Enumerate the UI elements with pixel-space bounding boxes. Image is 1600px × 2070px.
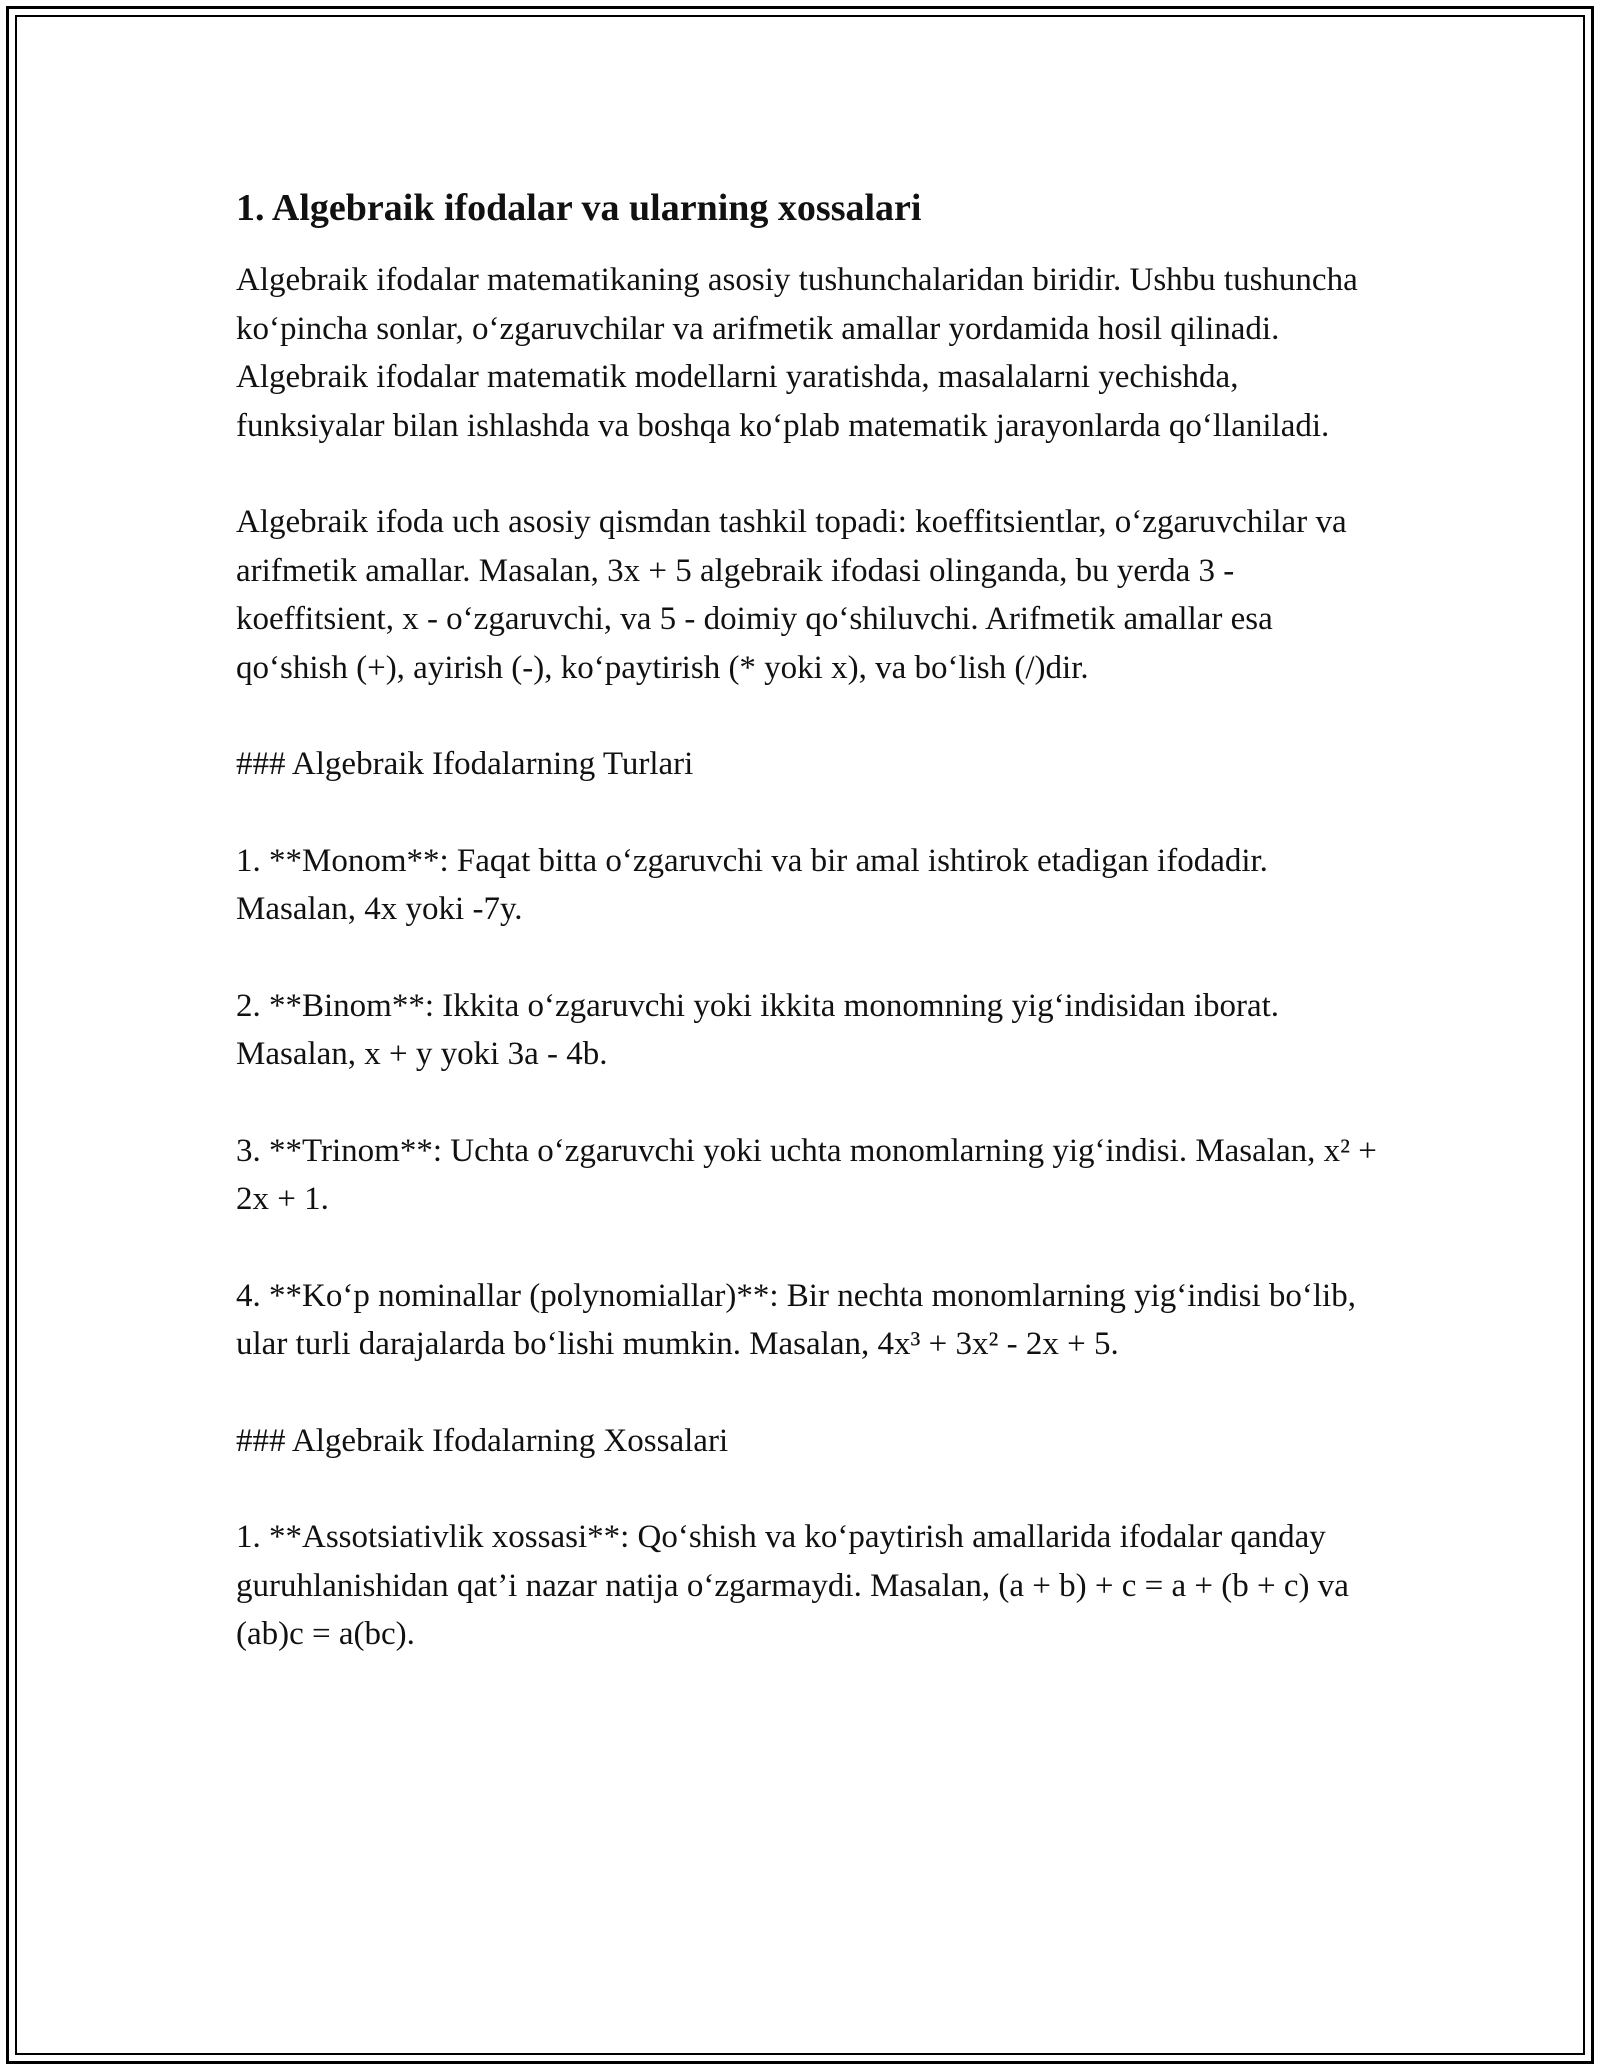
components-paragraph: Algebraik ifoda uch asosiy qismdan tashkil topadi: koeffitsientlar, o‘zgaruvchilar va arifmetik amallar. Masalan, 3x + 5 algebraik ifodasi olinganda, bu yerda 3 - koeffitsient, x - o‘zgaruvchi, va 5 - doimiy qo‘shiluvchi. Arifmetik amallar esa qo‘shish (+), ayirish (-), ko‘paytirish (* yoki x), va bo‘lish (/)dir. (236, 504, 1355, 686)
document-title: 1. Algebraik ifodalar va ularning xossalari (236, 187, 922, 229)
intro-paragraph: Algebraik ifodalar matematikaning asosiy tushunchalaridan biridir. Ushbu tushuncha ko‘pincha sonlar, o‘zgaruvchilar va arifmetik amallar yordamida hosil qilinadi. Algebraik ifodalar matematik modellarni yaratishda, masalalarni yechishda, funksiyalar bilan ishlashda va boshqa ko‘plab matematik jarayonlarda qo‘llaniladi. (236, 262, 1366, 444)
list-item-monom: 1. **Monom**: Faqat bitta o‘zgaruvchi va bir amal ishtirok etadigan ifodadir. Masalan, 4x yoki -7y. (236, 842, 1277, 927)
list-item-associativity: 1. **Assotsiativlik xossasi**: Qo‘shish va ko‘paytirish amallarida ifodalar qanday guruhlanishidan qat’i nazar natija o‘zgarmaydi. Masalan, (a + b) + c = a + (b + c) va (ab)c = a(bc). (236, 1519, 1358, 1652)
properties-subheading: ### Algebraik Ifodalarning Xossalari (236, 1422, 729, 1459)
list-item-binom: 2. **Binom**: Ikkita o‘zgaruvchi yoki ikkita monomning yig‘indisidan iborat. Masalan, x + y yoki 3a - 4b. (236, 987, 1288, 1072)
types-subheading: ### Algebraik Ifodalarning Turlari (236, 746, 694, 782)
document-body (236, 184, 1386, 1707)
list-item-trinom: 3. **Trinom**: Uchta o‘zgaruvchi yoki uchta monomlarning yig‘indisi. Masalan, x² + 2x + 1. (236, 1132, 1386, 1217)
list-item-polynomial: 4. **Ko‘p nominallar (polynomiallar)**: Bir nechta monomlarning yig‘indisi bo‘lib, ular turli darajalarda bo‘lishi mumkin. Masalan, 4x³ + 3x² - 2x + 5. (236, 1277, 1365, 1362)
